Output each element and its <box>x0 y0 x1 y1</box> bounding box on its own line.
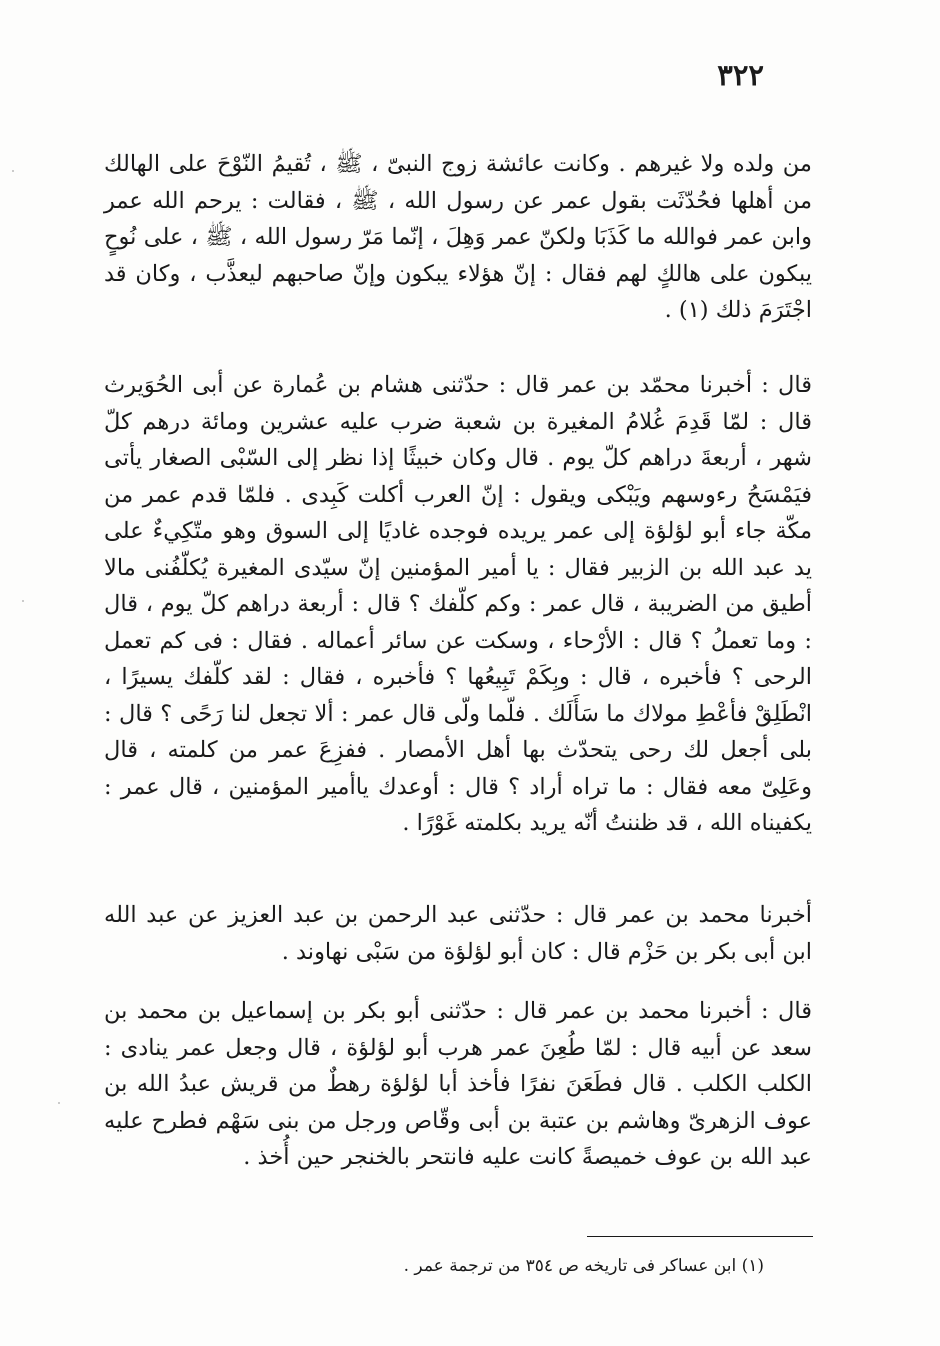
paragraph-text: أخبرنا محمد بن عمر قال : حدّثنى عبد الرحمن بن عبد العزيز عن عبد الله ابن أبى بكر بن حَزْم قال : كان أبو لؤلؤة من سَبْى نهاوند . <box>104 902 812 965</box>
paragraph-text: من ولده ولا غيرهم . وكانت عائشة زوج النبىّ ، ﷺ ، تُقيمُ النّوْحَ على الهالك من أهلها فحُدّثَت بقول عمر عن رسول الله ، ﷺ ، فقالت : يرحم الله عمر وابن عمر فوالله ما كَذَبَا ولكنّ عمر وَهِلَ ، إنّما مَرّ رسول الله ، ﷺ ، على نُوحٍ يبكون على هالكٍ لهم فقال : إنّ هؤلاء يبكون وإنّ صاحبهم ليعذَّب ، وكان قد اجْتَرَمَ ذلك (١) . <box>104 151 812 323</box>
scan-speck <box>22 600 24 602</box>
paragraph-text: قال : أخبرنا محمّد بن عمر قال : حدّثنى هشام بن عُمارة عن أبى الحُوَيرث قال : لمّا قَدِمَ غُلامُ المغيرة بن شعبة ضرب عليه عشرين ومائة درهم كلّ شهر ، أربعةَ دراهم كلّ يوم . قال وكان خبيثًا إذا نظر إلى السّبْى الصغار يأتى فيَمْسَحُ رءوسهم ويَبْكى ويقول : إنّ العرب أكلت كَبِدى . فلمّا قدم عمر من مكّة جاء أبو لؤلؤة إلى عمر يريده فوجده غاديًا إلى السوق وهو متّكِيءٌ على يد عبد الله بن الزبير فقال : يا أمير المؤمنين إنّ سيّدى المغيرة يُكلّفُنى مالا أطيق من الضريبة ، قال عمر : وكم كلّفك ؟ قال : أربعة دراهم كلّ يوم ، قال : وما تعملُ ؟ قال : الأرْحاء ، وسكت عن سائر أعماله . فقال : فى كم تعمل الرحى ؟ فأخبره ، قال : وبِكَمْ تَبِيعُها ؟ فأخبره ، فقال : لقد كلّفك يسيرًا ، انْطَلِقْ فأعْطِ مولاك ما سَأَلَك . فلّما ولّى قال عمر : ألا تجعل لنا رَحًى ؟ قال : بلى أجعل لك رحى يتحدّث بها أهل الأمصار . ففزِعَ عمر من كلمته ، قال وعَلِىّ معه فقال : ما تراه أراد ؟ قال : أوعدك ياأمير المؤمنين ، قال عمر : يكفيناه الله ، قد ظننتُ أنّه يريد بكلمته غَوْرًا . <box>104 372 812 836</box>
paragraph-2 <box>104 367 812 842</box>
paragraph-3 <box>104 897 812 970</box>
page-number: ٣٢٢ <box>717 58 764 92</box>
footnote-divider <box>587 1236 813 1237</box>
footnote: (١) ابن عساكر فى تاريخه ص ٣٥٤ من ترجمة عمر . <box>403 1256 764 1276</box>
scan-speck <box>12 170 14 172</box>
scan-speck <box>58 1102 60 1104</box>
paragraph-4 <box>104 993 812 1176</box>
paragraph-text: قال : أخبرنا محمد بن عمر قال : حدّثنى أبو بكر بن إسماعيل بن محمد بن سعد عن أبيه قال : لمّا طُعِنَ عمر هرب أبو لؤلؤة ، قال وجعل عمر ينادى : الكلب الكلب . قال فطَعَنَ نفرًا فأخذ أبا لؤلؤة رهطٌ من قريش عبدُ الله بن عوف الزهرىّ وهاشم بن عتبة بن أبى وقّاص ورجل من بنى سَهْم فطرح عليه عبد الله بن عوف خميصةً كانت عليه فانتحر بالخنجر حين أُخذ . <box>104 998 812 1170</box>
paragraph-1 <box>104 146 812 329</box>
